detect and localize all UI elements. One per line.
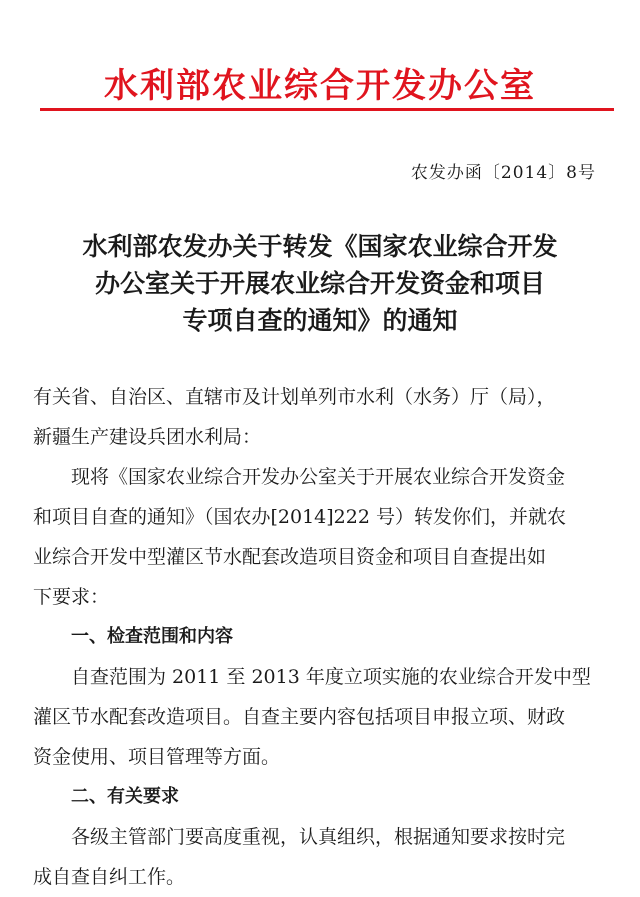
letterhead: 水利部农业综合开发办公室 (104, 66, 536, 106)
section2-paragraph-line: 成自查自纠工作。 (33, 866, 186, 888)
section1-paragraph-line: 资金使用、项目管理等方面。 (33, 746, 281, 768)
title-line: 水利部农发办关于转发《国家农业综合开发 (82, 232, 558, 261)
intro-paragraph-line: 现将《国家农业综合开发办公室关于开展农业综合开发资金 (71, 466, 566, 488)
title-line: 办公室关于开展农业综合开发资金和项目 (94, 269, 545, 298)
addressee-line: 新疆生产建设兵团水利局： (33, 426, 262, 448)
section1-paragraph-line: 灌区节水配套改造项目。自查主要内容包括项目申报立项、财政 (33, 706, 566, 728)
letterhead-red-rule (40, 108, 614, 111)
title-line: 专项自查的通知》的通知 (182, 306, 458, 335)
section1-paragraph-line: 自查范围为 2011 至 2013 年度立项实施的农业综合开发中型 (71, 666, 591, 688)
section2-paragraph-line: 各级主管部门要高度重视，认真组织，根据通知要求按时完 (71, 826, 566, 848)
section-heading-requirements: 二、有关要求 (71, 786, 179, 807)
addressee-line: 有关省、自治区、直辖市及计划单列市水利（水务）厅（局）， (33, 386, 556, 408)
section-heading-scope: 一、检查范围和内容 (71, 626, 233, 647)
document-title (0, 228, 640, 339)
intro-paragraph-line: 业综合开发中型灌区节水配套改造项目资金和项目自查提出如 (33, 546, 547, 568)
intro-paragraph-line: 和项目自查的通知》（国农办[2014]222 号）转发你们，并就农 (33, 506, 566, 528)
intro-paragraph-line: 下要求： (33, 586, 110, 608)
document-body (33, 377, 613, 897)
document-number: 农发办函〔2014〕8号 (410, 163, 596, 183)
